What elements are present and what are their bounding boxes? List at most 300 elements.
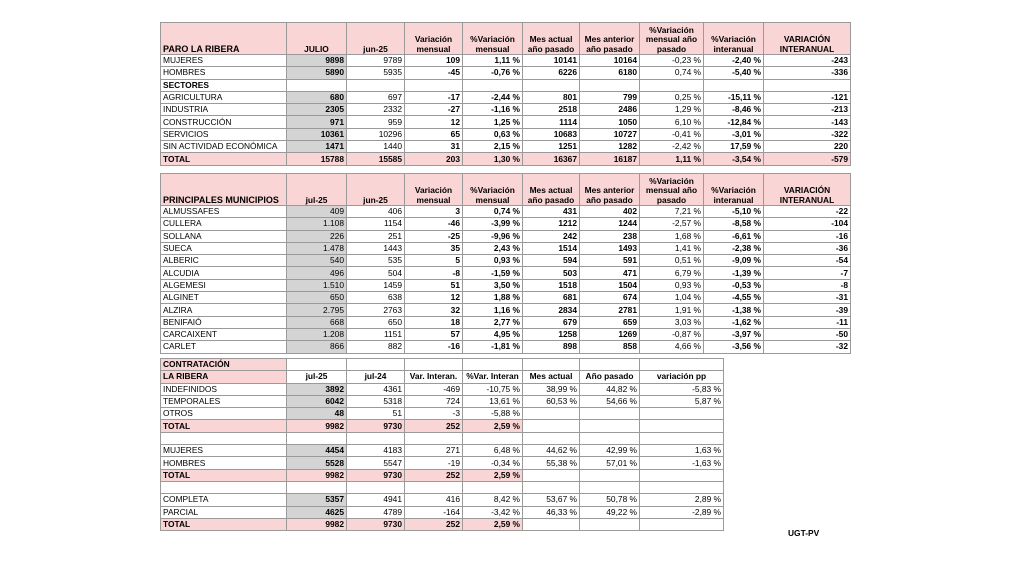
table-cell: 3,03 %: [640, 316, 704, 328]
table-row: [161, 267, 851, 279]
table-cell: 6,79 %: [640, 267, 704, 279]
table-cell: Año pasado: [580, 371, 640, 383]
table-cell: -579: [764, 153, 851, 165]
total-row: [161, 153, 851, 165]
table-cell: 1114: [523, 116, 580, 128]
paro-table: [160, 22, 851, 166]
table-row: [161, 383, 724, 395]
table-cell: 35: [405, 242, 463, 254]
table-cell: 2781: [580, 304, 640, 316]
table-cell: %Variación mensual año pasado: [640, 174, 704, 206]
table-cell: 2,77 %: [463, 316, 523, 328]
table-cell: [161, 432, 287, 444]
table-cell: [580, 481, 640, 493]
table-cell: LA RIBERA: [161, 371, 287, 383]
table-cell: [640, 79, 704, 91]
table-cell: 406: [347, 206, 405, 218]
table-cell: VARIACIÓN INTERANUAL: [764, 174, 851, 206]
table-cell: [640, 408, 724, 420]
table-cell: 659: [580, 316, 640, 328]
table-cell: -36: [764, 242, 851, 254]
table-cell: SECTORES: [161, 79, 287, 91]
table-cell: 9730: [347, 420, 405, 432]
table-cell: 0,93 %: [463, 255, 523, 267]
table-cell: 0,93 %: [640, 279, 704, 291]
table-cell: [580, 420, 640, 432]
table-cell: -9,09 %: [704, 255, 764, 267]
table-cell: 471: [580, 267, 640, 279]
table-cell: 674: [580, 292, 640, 304]
table-cell: 1493: [580, 242, 640, 254]
table-cell: 252: [405, 420, 463, 432]
table-cell: MUJERES: [161, 445, 287, 457]
table-row: [161, 341, 851, 353]
table-cell: 1154: [347, 218, 405, 230]
table-cell: 1050: [580, 116, 640, 128]
table-cell: 65: [405, 128, 463, 140]
table-cell: 1,88 %: [463, 292, 523, 304]
table-cell: -12,84 %: [704, 116, 764, 128]
table-cell: %Variación mensual año pasado: [640, 23, 704, 55]
table-cell: -0,87 %: [640, 328, 704, 340]
table-cell: -5,40 %: [704, 67, 764, 79]
table-cell: -50: [764, 328, 851, 340]
table-cell: 680: [287, 91, 347, 103]
table-cell: 16367: [523, 153, 580, 165]
table-row: [161, 316, 851, 328]
contratacion-table: [160, 358, 724, 531]
table-cell: 12: [405, 116, 463, 128]
table-cell: 1.208: [287, 328, 347, 340]
table-row: [161, 218, 851, 230]
table-cell: ALGINET: [161, 292, 287, 304]
table-cell: 46,33 %: [523, 506, 580, 518]
table-cell: ALGEMESI: [161, 279, 287, 291]
table-cell: 4625: [287, 506, 347, 518]
table-cell: 959: [347, 116, 405, 128]
table-cell: jul-24: [347, 371, 405, 383]
table-cell: 1.108: [287, 218, 347, 230]
table-cell: 898: [523, 341, 580, 353]
table-cell: 44,82 %: [580, 383, 640, 395]
table-cell: OTROS: [161, 408, 287, 420]
table-cell: 2518: [523, 104, 580, 116]
table-cell: 238: [580, 230, 640, 242]
table-cell: [463, 481, 523, 493]
table-cell: 8,42 %: [463, 494, 523, 506]
table-cell: 402: [580, 206, 640, 218]
table-cell: 1244: [580, 218, 640, 230]
table-cell: -46: [405, 218, 463, 230]
table-cell: [523, 469, 580, 481]
table-cell: 496: [287, 267, 347, 279]
table-cell: 15788: [287, 153, 347, 165]
table-cell: 10296: [347, 128, 405, 140]
table-cell: [523, 79, 580, 91]
table-cell: 540: [287, 255, 347, 267]
table-cell: [405, 79, 463, 91]
table-cell: -2,89 %: [640, 506, 724, 518]
table-cell: -45: [405, 67, 463, 79]
table-cell: -0,23 %: [640, 55, 704, 67]
table-cell: -469: [405, 383, 463, 395]
table-row: [161, 292, 851, 304]
table-cell: 594: [523, 255, 580, 267]
table-cell: 17,59 %: [704, 141, 764, 153]
table-header-row: [161, 371, 724, 383]
table-cell: [640, 420, 724, 432]
table-cell: BENIFAIÓ: [161, 316, 287, 328]
table-cell: jul-25: [287, 371, 347, 383]
table-cell: -6,61 %: [704, 230, 764, 242]
table-cell: CARCAIXENT: [161, 328, 287, 340]
table-cell: 1518: [523, 279, 580, 291]
table-cell: -3: [405, 408, 463, 420]
table-cell: -8,58 %: [704, 218, 764, 230]
table-cell: 1504: [580, 279, 640, 291]
table-cell: %Var. Interan: [463, 371, 523, 383]
footer-label: UGT-PV: [788, 528, 820, 538]
table-cell: 591: [580, 255, 640, 267]
table-cell: Mes actual año pasado: [523, 23, 580, 55]
table-cell: -104: [764, 218, 851, 230]
table-cell: [405, 432, 463, 444]
table-cell: -22: [764, 206, 851, 218]
table-cell: 866: [287, 341, 347, 353]
table-cell: 10141: [523, 55, 580, 67]
table-cell: 9982: [287, 469, 347, 481]
table-cell: 12: [405, 292, 463, 304]
table-cell: [580, 469, 640, 481]
table-cell: 1,63 %: [640, 445, 724, 457]
table-cell: [580, 432, 640, 444]
table-cell: 2,15 %: [463, 141, 523, 153]
table-cell: 0,74 %: [463, 206, 523, 218]
table-row: [161, 457, 724, 469]
table-cell: [347, 481, 405, 493]
table-cell: COMPLETA: [161, 494, 287, 506]
table-row: [161, 408, 724, 420]
table-cell: 4941: [347, 494, 405, 506]
table-row: [161, 141, 851, 153]
table-cell: 1,25 %: [463, 116, 523, 128]
table-cell: 1269: [580, 328, 640, 340]
table-cell: [347, 79, 405, 91]
table-cell: [580, 359, 640, 371]
table-cell: 1,16 %: [463, 304, 523, 316]
table-cell: [640, 469, 724, 481]
table-cell: 9898: [287, 55, 347, 67]
table-cell: 0,63 %: [463, 128, 523, 140]
table-cell: 48: [287, 408, 347, 420]
table-cell: 109: [405, 55, 463, 67]
table-cell: -16: [764, 230, 851, 242]
table-cell: 16187: [580, 153, 640, 165]
table-cell: 799: [580, 91, 640, 103]
table-cell: 650: [287, 292, 347, 304]
table-cell: AGRICULTURA: [161, 91, 287, 103]
table-cell: 2,89 %: [640, 494, 724, 506]
table-cell: 5547: [347, 457, 405, 469]
table-cell: jun-25: [347, 174, 405, 206]
table-cell: [764, 79, 851, 91]
table-cell: 882: [347, 341, 405, 353]
paro-body: [161, 23, 851, 166]
table-cell: HOMBRES: [161, 67, 287, 79]
table-cell: [287, 359, 347, 371]
table-cell: 416: [405, 494, 463, 506]
table-cell: 1.510: [287, 279, 347, 291]
table-cell: [347, 359, 405, 371]
table-cell: [640, 481, 724, 493]
table-cell: -336: [764, 67, 851, 79]
table-cell: 724: [405, 395, 463, 407]
table-cell: 5357: [287, 494, 347, 506]
table-cell: -16: [405, 341, 463, 353]
table-cell: -8,46 %: [704, 104, 764, 116]
municipios-body: [161, 174, 851, 354]
table-cell: 42,99 %: [580, 445, 640, 457]
table-cell: 252: [405, 469, 463, 481]
table-cell: -2,44 %: [463, 91, 523, 103]
table-cell: 38,99 %: [523, 383, 580, 395]
table-cell: 242: [523, 230, 580, 242]
table-cell: 6042: [287, 395, 347, 407]
table-cell: 0,74 %: [640, 67, 704, 79]
table-cell: -143: [764, 116, 851, 128]
table-row: [161, 304, 851, 316]
table-cell: MUJERES: [161, 55, 287, 67]
table-row: [161, 55, 851, 67]
table-cell: Mes actual: [523, 371, 580, 383]
table-cell: -10,75 %: [463, 383, 523, 395]
table-cell: 535: [347, 255, 405, 267]
table-cell: 49,22 %: [580, 506, 640, 518]
table-cell: [580, 408, 640, 420]
table-cell: 0,25 %: [640, 91, 704, 103]
table-cell: 1471: [287, 141, 347, 153]
table-cell: -9,96 %: [463, 230, 523, 242]
table-cell: [523, 408, 580, 420]
table-cell: [287, 481, 347, 493]
table-cell: 9982: [287, 518, 347, 530]
table-cell: -0,76 %: [463, 67, 523, 79]
table-cell: SUECA: [161, 242, 287, 254]
table-cell: -1,81 %: [463, 341, 523, 353]
table-cell: %Variación interanual: [704, 174, 764, 206]
table-cell: 4789: [347, 506, 405, 518]
table-cell: 54,66 %: [580, 395, 640, 407]
table-cell: [463, 432, 523, 444]
table-cell: 638: [347, 292, 405, 304]
table-cell: 31: [405, 141, 463, 153]
table-header-row: [161, 174, 851, 206]
table-cell: 5935: [347, 67, 405, 79]
table-cell: 4183: [347, 445, 405, 457]
table-cell: -32: [764, 341, 851, 353]
table-cell: 2763: [347, 304, 405, 316]
table-cell: 2,59 %: [463, 420, 523, 432]
table-row: [161, 67, 851, 79]
table-cell: -0,53 %: [704, 279, 764, 291]
table-cell: [523, 518, 580, 530]
table-cell: 0,51 %: [640, 255, 704, 267]
spacer-row: [161, 432, 724, 444]
table-cell: 5890: [287, 67, 347, 79]
table-cell: 650: [347, 316, 405, 328]
table-cell: -322: [764, 128, 851, 140]
table-cell: 1,91 %: [640, 304, 704, 316]
table-cell: 15585: [347, 153, 405, 165]
total-row: [161, 420, 724, 432]
table-header-row: [161, 23, 851, 55]
table-cell: 50,78 %: [580, 494, 640, 506]
table-cell: -17: [405, 91, 463, 103]
table-cell: 1443: [347, 242, 405, 254]
table-cell: 9730: [347, 518, 405, 530]
table-row: [161, 91, 851, 103]
table-cell: -3,54 %: [704, 153, 764, 165]
table-cell: [287, 79, 347, 91]
table-cell: -1,16 %: [463, 104, 523, 116]
table-cell: 2332: [347, 104, 405, 116]
table-cell: -5,83 %: [640, 383, 724, 395]
table-cell: -7: [764, 267, 851, 279]
table-cell: -2,40 %: [704, 55, 764, 67]
table-cell: 10727: [580, 128, 640, 140]
table-cell: 2,59 %: [463, 518, 523, 530]
table-cell: -8: [764, 279, 851, 291]
table-cell: 53,67 %: [523, 494, 580, 506]
table-cell: PARCIAL: [161, 506, 287, 518]
table-cell: ALCUDIA: [161, 267, 287, 279]
table-cell: [640, 518, 724, 530]
table-cell: 251: [347, 230, 405, 242]
table-cell: 1514: [523, 242, 580, 254]
table-cell: -3,99 %: [463, 218, 523, 230]
table-cell: 681: [523, 292, 580, 304]
table-cell: 1151: [347, 328, 405, 340]
table-cell: 6,48 %: [463, 445, 523, 457]
table-row: [161, 255, 851, 267]
total-row: [161, 518, 724, 530]
table-cell: -1,62 %: [704, 316, 764, 328]
table-cell: SERVICIOS: [161, 128, 287, 140]
table-cell: -25: [405, 230, 463, 242]
table-cell: -3,56 %: [704, 341, 764, 353]
table-cell: 5528: [287, 457, 347, 469]
table-row: [161, 128, 851, 140]
table-cell: %Variación mensual: [463, 174, 523, 206]
table-cell: -4,55 %: [704, 292, 764, 304]
table-cell: [405, 481, 463, 493]
table-cell: 504: [347, 267, 405, 279]
table-cell: -3,97 %: [704, 328, 764, 340]
table-cell: 57: [405, 328, 463, 340]
table-cell: 431: [523, 206, 580, 218]
table-cell: 1,11 %: [463, 55, 523, 67]
table-cell: 9789: [347, 55, 405, 67]
table-cell: 858: [580, 341, 640, 353]
table-cell: 1,11 %: [640, 153, 704, 165]
table-cell: -27: [405, 104, 463, 116]
table-cell: 18: [405, 316, 463, 328]
table-cell: -1,63 %: [640, 457, 724, 469]
table-cell: 2486: [580, 104, 640, 116]
table-cell: 4,66 %: [640, 341, 704, 353]
table-cell: 971: [287, 116, 347, 128]
table-cell: variación pp: [640, 371, 724, 383]
table-cell: 1258: [523, 328, 580, 340]
table-cell: [523, 481, 580, 493]
section-title-row: [161, 359, 724, 371]
table-cell: 6226: [523, 67, 580, 79]
table-cell: -164: [405, 506, 463, 518]
table-cell: 2.795: [287, 304, 347, 316]
table-cell: [523, 420, 580, 432]
table-cell: PRINCIPALES MUNICIPIOS: [161, 174, 287, 206]
table-cell: -5,88 %: [463, 408, 523, 420]
table-cell: 10683: [523, 128, 580, 140]
table-cell: 7,21 %: [640, 206, 704, 218]
table-cell: 1212: [523, 218, 580, 230]
table-cell: ALZIRA: [161, 304, 287, 316]
table-cell: -1,38 %: [704, 304, 764, 316]
table-cell: 203: [405, 153, 463, 165]
table-cell: 13,61 %: [463, 395, 523, 407]
table-cell: INDUSTRIA: [161, 104, 287, 116]
table-cell: SOLLANA: [161, 230, 287, 242]
table-cell: TOTAL: [161, 469, 287, 481]
table-cell: 1,41 %: [640, 242, 704, 254]
table-row: [161, 395, 724, 407]
table-cell: SIN ACTIVIDAD ECONÓMICA: [161, 141, 287, 153]
table-cell: 5,87 %: [640, 395, 724, 407]
table-cell: 679: [523, 316, 580, 328]
table-cell: ALBERIC: [161, 255, 287, 267]
table-cell: CARLET: [161, 341, 287, 353]
table-cell: -213: [764, 104, 851, 116]
table-cell: Variación mensual: [405, 174, 463, 206]
table-cell: [580, 79, 640, 91]
table-cell: 271: [405, 445, 463, 457]
table-cell: 1.478: [287, 242, 347, 254]
table-cell: 6180: [580, 67, 640, 79]
section-row: [161, 79, 851, 91]
table-cell: 4,95 %: [463, 328, 523, 340]
table-cell: INDEFINIDOS: [161, 383, 287, 395]
table-row: [161, 445, 724, 457]
table-cell: 1,30 %: [463, 153, 523, 165]
table-cell: 3: [405, 206, 463, 218]
table-row: [161, 242, 851, 254]
table-cell: 2834: [523, 304, 580, 316]
table-cell: 10164: [580, 55, 640, 67]
table-cell: -15,11 %: [704, 91, 764, 103]
table-cell: 1459: [347, 279, 405, 291]
table-cell: 51: [347, 408, 405, 420]
table-cell: 10361: [287, 128, 347, 140]
table-cell: [463, 359, 523, 371]
table-cell: [523, 359, 580, 371]
table-cell: 1,29 %: [640, 104, 704, 116]
table-cell: 44,62 %: [523, 445, 580, 457]
table-cell: [287, 432, 347, 444]
table-cell: 9982: [287, 420, 347, 432]
municipios-table: [160, 173, 851, 354]
table-cell: Mes actual año pasado: [523, 174, 580, 206]
table-cell: 226: [287, 230, 347, 242]
